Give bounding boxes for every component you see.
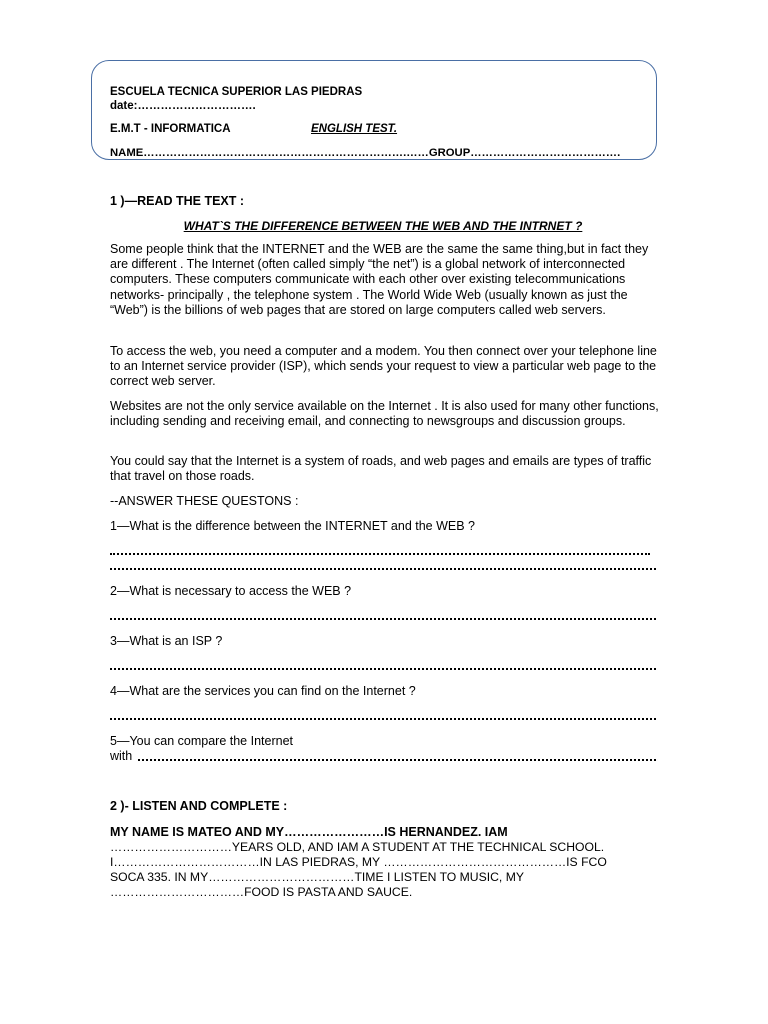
- paragraph-2: To access the web, you need a computer and a modem. You then connect over your telephone line to an Internet service provider (ISP), which sends your request to view a particular web page to the correct web server.: [110, 344, 657, 389]
- complete-line-4: SOCA 335. IN MY………………………………TIME I LISTEN TO MUSIC, MY: [110, 870, 524, 884]
- name-group-field: NAME…………………………………………………………….……GROUP………………………………….: [110, 147, 621, 159]
- question-3: 3—What is an ISP ?: [110, 634, 223, 648]
- answer-line: [110, 566, 656, 570]
- test-title: ENGLISH TEST.: [311, 123, 398, 135]
- complete-line-3: I………………………………IN LAS PIEDRAS, MY ………………………………………IS FCO: [110, 855, 607, 869]
- complete-line-2: …………………………YEARS OLD, AND IAM A STUDENT AT THE TECHNICAL SCHOOL.: [110, 840, 605, 854]
- question-4: 4—What are the services you can find on the Internet ?: [110, 684, 416, 698]
- paragraph-3: Websites are not the only service available on the Internet . It is also used for many other functions, including sending and receiving email, and connecting to newsgroups and discussion groups.: [110, 399, 659, 429]
- answer-instruction: --ANSWER THESE QUESTONS :: [110, 494, 299, 508]
- answer-line: [110, 716, 656, 720]
- paragraph-1: Some people think that the INTERNET and the WEB are the same the same thing,but in fact they are different . The Internet (often called simply “the net”) is a global network of interconnected computers. These computers communicate with each other over existing telecommunications networks- principally , the telephone system . The World Wide Web (usually known as just the “Web”) is the billions of web pages that are stored on large computers called web servers.: [110, 242, 649, 317]
- answer-line: [110, 666, 656, 670]
- question-5-with: with: [110, 749, 133, 763]
- complete-line-1: MY NAME IS MATEO AND MY……………………IS HERNANDEZ. IAM: [110, 825, 508, 839]
- question-2: 2—What is necessary to access the WEB ?: [110, 584, 352, 598]
- answer-line: [110, 616, 656, 620]
- section-2-heading: 2 )- LISTEN AND COMPLETE :: [110, 799, 288, 813]
- section-1-heading: 1 )—READ THE TEXT :: [110, 194, 245, 208]
- school-name: ESCUELA TECNICA SUPERIOR LAS PIEDRAS: [110, 86, 363, 98]
- date-field: date:………………………….: [110, 100, 256, 112]
- answer-line: [110, 551, 650, 555]
- answer-line: [138, 757, 656, 761]
- question-5: 5—You can compare the Internet: [110, 734, 293, 748]
- reading-title: WHAT`S THE DIFFERENCE BETWEEN THE WEB AND THE INTRNET ?: [183, 219, 583, 233]
- course-label: E.M.T - INFORMATICA: [110, 123, 231, 135]
- question-1: 1—What is the difference between the INTERNET and the WEB ?: [110, 519, 475, 533]
- paragraph-4: You could say that the Internet is a system of roads, and web pages and emails are types of traffic that travel on those roads.: [110, 454, 652, 484]
- complete-line-5: ……………………………FOOD IS PASTA AND SAUCE.: [110, 885, 413, 899]
